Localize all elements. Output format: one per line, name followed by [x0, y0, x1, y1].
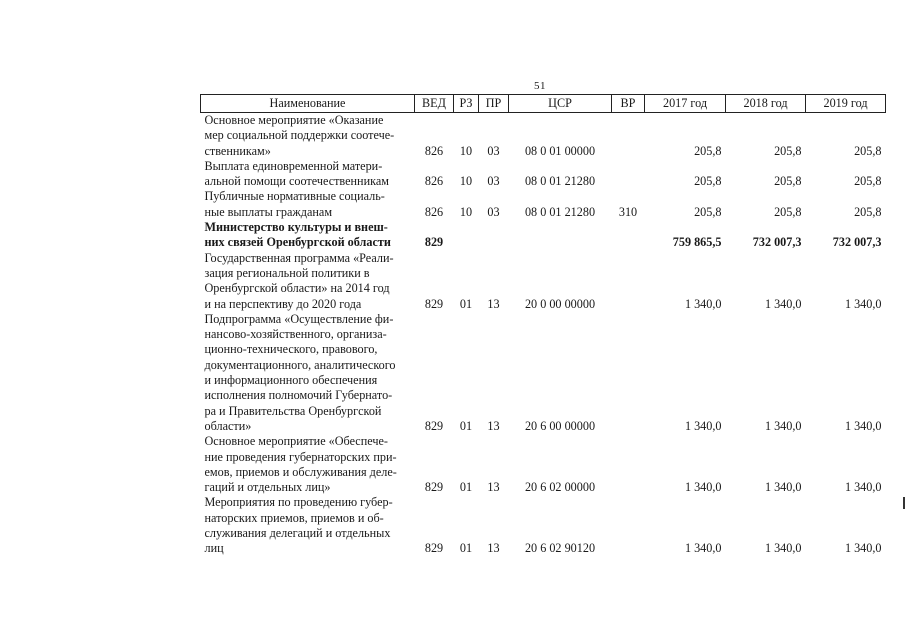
name-line: ционно-технического, правового, — [204, 342, 378, 357]
header-csr: ЦСР — [509, 95, 612, 113]
pr-cell: 13 — [487, 418, 500, 433]
name-line: Основное мероприятие «Обеспече- — [204, 434, 388, 449]
name-line: и информационного обеспечения — [204, 373, 378, 388]
name-line: области» — [204, 418, 252, 433]
ved-cell: 829 — [424, 235, 444, 250]
amount-2017-cell: 1 340,0 — [684, 480, 722, 495]
name-line: ние проведения губернаторских при- — [204, 449, 397, 464]
csr-cell — [509, 220, 612, 251]
vr-cell — [612, 312, 645, 434]
vr-cell — [612, 220, 645, 251]
name-line: альной помощи соотечественникам — [204, 174, 389, 189]
amount-2017-cell: 1 340,0 — [684, 541, 722, 556]
header-ved: ВЕД — [415, 95, 454, 113]
amount-2017-cell: 205,8 — [694, 204, 722, 219]
ved-cell: 829 — [424, 541, 444, 556]
vr-cell — [612, 495, 645, 556]
vr-cell — [612, 159, 645, 190]
pr-cell: 13 — [487, 296, 500, 311]
rz-cell: 10 — [459, 204, 473, 219]
ved-cell: 829 — [424, 418, 444, 433]
name-line: документационного, аналитического — [204, 357, 396, 372]
rz-cell: 01 — [459, 541, 473, 556]
name-line: Подпрограмма «Осуществление фи- — [204, 311, 394, 326]
name-line: лиц — [204, 541, 224, 556]
amount-2018-cell: 205,8 — [774, 143, 802, 158]
amount-2017-cell: 1 340,0 — [684, 418, 722, 433]
amount-2018-cell: 205,8 — [774, 204, 802, 219]
page-number: 51 — [534, 80, 546, 92]
amount-2019-cell: 205,8 — [854, 174, 882, 189]
name-line: Государственная программа «Реали- — [204, 250, 394, 265]
csr-cell: 20 6 02 90120 — [524, 541, 596, 556]
name-cell — [201, 434, 415, 495]
amount-2018-cell: 205,8 — [774, 174, 802, 189]
name-line: Выплата единовременной матери- — [204, 158, 383, 173]
name-line: исполнения полномочий Губернато- — [204, 388, 393, 403]
amount-2018-cell: 1 340,0 — [764, 418, 802, 433]
amount-2017-cell: 759 865,5 — [672, 235, 722, 250]
vr-cell — [612, 113, 645, 159]
amount-2017-cell: 205,8 — [694, 143, 722, 158]
name-cell — [201, 189, 415, 220]
amount-2019-cell: 1 340,0 — [844, 418, 882, 433]
name-line: Основное мероприятие «Оказание — [204, 113, 384, 127]
amount-2019-cell: 1 340,0 — [844, 296, 882, 311]
name-cell — [201, 220, 415, 251]
csr-cell: 08 0 01 00000 — [524, 143, 596, 158]
name-line: ра и Правительства Оренбургской — [204, 403, 382, 418]
table-body — [201, 113, 886, 557]
vr-cell — [612, 434, 645, 495]
header-rz: РЗ — [454, 95, 479, 113]
rz-cell: 10 — [459, 174, 473, 189]
amount-2019-cell: 1 340,0 — [844, 541, 882, 556]
header-name: Наименование — [201, 95, 415, 113]
rz-cell — [454, 220, 479, 251]
table-row — [201, 495, 886, 556]
ved-cell: 829 — [424, 480, 444, 495]
name-line: Мероприятия по проведению губер- — [204, 495, 393, 510]
name-cell — [201, 251, 415, 312]
amount-2018-cell: 732 007,3 — [752, 235, 802, 250]
name-line: гаций и отдельных лиц» — [204, 480, 331, 495]
amount-2018-cell: 1 340,0 — [764, 480, 802, 495]
pr-cell — [479, 220, 509, 251]
header-2017: 2017 год — [645, 95, 726, 113]
table-header-row — [201, 95, 886, 113]
pr-cell: 13 — [487, 480, 500, 495]
name-cell — [201, 495, 415, 556]
pr-cell: 03 — [487, 174, 500, 189]
table-row — [201, 159, 886, 190]
amount-2018-cell: 1 340,0 — [764, 541, 802, 556]
amount-2019-cell: 1 340,0 — [844, 480, 882, 495]
header-2019: 2019 год — [806, 95, 886, 113]
header-2018: 2018 год — [726, 95, 806, 113]
csr-cell: 20 6 00 00000 — [524, 418, 596, 433]
amount-2017-cell: 1 340,0 — [684, 296, 722, 311]
table-row — [201, 189, 886, 220]
rz-cell: 01 — [459, 480, 473, 495]
name-line: и на перспективу до 2020 года — [204, 296, 362, 311]
name-line: них связей Оренбургской области — [204, 235, 391, 250]
amount-2019-cell: 205,8 — [854, 204, 882, 219]
name-line: ные выплаты гражданам — [204, 204, 333, 219]
pr-cell: 03 — [487, 204, 500, 219]
ved-cell: 826 — [424, 204, 444, 219]
vr-cell: 310 — [618, 204, 638, 219]
csr-cell: 20 6 02 00000 — [524, 480, 596, 495]
amount-2019-cell: 732 007,3 — [832, 235, 882, 250]
name-line: зация региональной политики в — [204, 265, 370, 280]
name-line: Оренбургской области» на 2014 год — [204, 281, 390, 296]
amount-2019-cell: 205,8 — [854, 143, 882, 158]
table-row — [201, 312, 886, 434]
table-row — [201, 434, 886, 495]
header-pr: ПР — [479, 95, 509, 113]
csr-cell: 08 0 01 21280 — [524, 204, 596, 219]
name-line: Публичные нормативные социаль- — [204, 189, 385, 204]
header-vr: ВР — [612, 95, 645, 113]
rz-cell: 01 — [459, 418, 473, 433]
rz-cell: 01 — [459, 296, 473, 311]
budget-table — [200, 94, 886, 557]
pr-cell: 03 — [487, 143, 500, 158]
name-line: наторских приемов, приемов и об- — [204, 510, 384, 525]
csr-cell: 20 0 00 00000 — [524, 296, 596, 311]
name-line: емов, приемов и обслуживания деле- — [204, 464, 397, 479]
table-row — [201, 251, 886, 312]
name-cell — [201, 113, 415, 159]
ved-cell: 826 — [424, 174, 444, 189]
pr-cell: 13 — [487, 541, 500, 556]
amount-2017-cell: 205,8 — [694, 174, 722, 189]
ved-cell: 829 — [424, 296, 444, 311]
rz-cell: 10 — [459, 143, 473, 158]
amount-2018-cell: 1 340,0 — [764, 296, 802, 311]
name-line: ственникам» — [204, 143, 271, 158]
name-cell — [201, 159, 415, 190]
vr-cell — [612, 251, 645, 312]
name-line: Министерство культуры и внеш- — [204, 220, 388, 235]
csr-cell: 08 0 01 21280 — [524, 174, 596, 189]
name-line: служивания делегаций и отдельных — [204, 526, 391, 541]
table-row — [201, 113, 886, 159]
ved-cell: 826 — [424, 143, 444, 158]
name-line: мер социальной поддержки соотече- — [204, 128, 395, 143]
name-cell — [201, 312, 415, 434]
table-row — [201, 220, 886, 251]
name-line: нансово-хозяйственного, организа- — [204, 327, 387, 342]
